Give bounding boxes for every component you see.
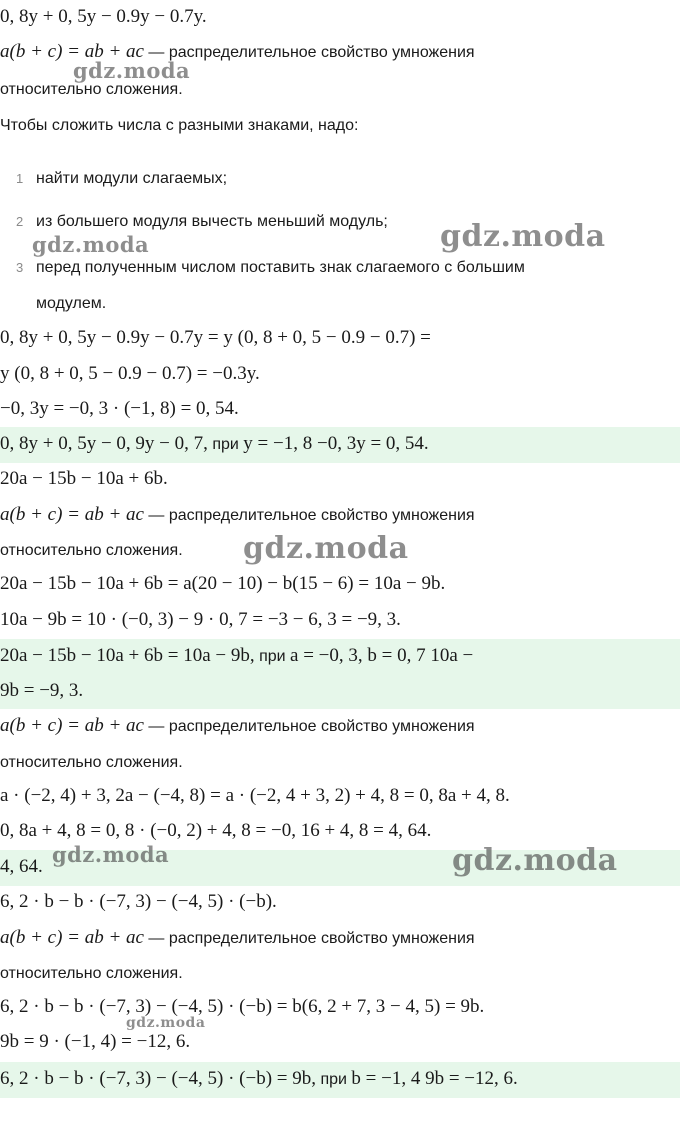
solution-line: −0, 3y = −0, 3 · (−1, 8) = 0, 54. <box>0 398 239 419</box>
distributive-rule-3 <box>0 715 680 737</box>
answer-pri: при <box>254 648 291 665</box>
distributive-text-cont-3: относительно сложения. <box>0 754 183 771</box>
watermark: gdz.moda <box>243 531 409 566</box>
solution-line: a · (−2, 4) + 3, 2a − (−4, 8) = a · (−2, 4 + 3, 2) + 4, 8 = 0, 8a + 4, 8. <box>0 785 510 806</box>
distributive-rule-1 <box>0 41 680 63</box>
distributive-text: — распределительное свойство умножения <box>143 44 475 61</box>
solution-line: 10a − 9b = 10 · (−0, 3) − 9 · 0, 7 = −3 − 6, 3 = −9, 3. <box>0 609 401 630</box>
list-item <box>0 170 680 188</box>
solution-line: 0, 8a + 4, 8 = 0, 8 · (−0, 2) + 4, 8 = −0, 16 + 4, 8 = 4, 64. <box>0 820 432 841</box>
distributive-formula: a(b + c) = ab + ac <box>0 41 144 62</box>
watermark: gdz.moda <box>452 843 618 878</box>
expression-1: 0, 8y + 0, 5y − 0.9y − 0.7y. <box>0 6 207 27</box>
expression-4: 6, 2 · b − b · (−7, 3) − (−4, 5) · (−b). <box>0 891 277 912</box>
answer-result: b = −1, 4 9b = −12, 6. <box>351 1068 518 1089</box>
distributive-rule-4 <box>0 927 680 949</box>
list-item-text: найти модули слагаемых; <box>36 170 228 187</box>
answer-line-1 <box>0 433 680 455</box>
list-number: 1 <box>16 171 24 186</box>
answer-pri: при <box>207 436 244 453</box>
expression-2: 20a − 15b − 10a + 6b. <box>0 468 168 489</box>
answer-result: a = −0, 3, b = 0, 7 10a − <box>290 645 474 666</box>
answer-line-2 <box>0 645 680 667</box>
answer-pri: при <box>316 1071 352 1088</box>
answer-result: y = −1, 8 −0, 3y = 0, 54. <box>243 433 429 454</box>
solution-line: 6, 2 · b − b · (−7, 3) − (−4, 5) · (−b) = b(6, 2 + 7, 3 − 4, 5) = 9b. <box>0 996 485 1017</box>
watermark: gdz.moda <box>440 219 606 254</box>
distributive-formula: a(b + c) = ab + ac <box>0 504 144 525</box>
distributive-text-cont-1: относительно сложения. <box>0 81 183 98</box>
distributive-formula: a(b + c) = ab + ac <box>0 927 144 948</box>
watermark: gdz.moda <box>52 842 170 867</box>
distributive-formula: a(b + c) = ab + ac <box>0 715 144 736</box>
distributive-text: — распределительное свойство умножения <box>143 718 475 735</box>
solution-line: y (0, 8 + 0, 5 − 0.9 − 0.7) = −0.3y. <box>0 363 260 384</box>
list-number: 2 <box>16 214 24 229</box>
distributive-text-cont-4: относительно сложения. <box>0 965 183 982</box>
answer-line-3: 4, 64. <box>0 856 43 877</box>
answer-line-2-cont: 9b = −9, 3. <box>0 680 84 701</box>
watermark: gdz.moda <box>32 232 150 257</box>
answer-expression: 0, 8y + 0, 5y − 0, 9y − 0, 7, <box>0 433 208 454</box>
answer-line-4 <box>0 1068 680 1090</box>
list-item-text: из большего модуля вычесть меньший модуль; <box>36 213 388 230</box>
rule-intro: Чтобы сложить числа с разными знаками, надо: <box>0 117 359 134</box>
answer-expression: 20a − 15b − 10a + 6b = 10a − 9b, <box>0 645 255 666</box>
distributive-rule-2 <box>0 504 680 526</box>
answer-expression: 6, 2 · b − b · (−7, 3) − (−4, 5) · (−b) = 9b, <box>0 1068 316 1089</box>
distributive-text: — распределительное свойство умножения <box>143 930 475 947</box>
distributive-text: — распределительное свойство умножения <box>143 507 475 524</box>
list-number: 3 <box>16 260 24 275</box>
list-item <box>0 259 680 277</box>
list-item-cont: модулем. <box>36 295 107 312</box>
list-item <box>0 213 680 231</box>
solution-line: 20a − 15b − 10a + 6b = a(20 − 10) − b(15 − 6) = 10a − 9b. <box>0 573 446 594</box>
list-item-text: перед полученным числом поставить знак слагаемого с большим <box>36 259 525 276</box>
watermark: gdz.moda <box>126 1015 206 1031</box>
distributive-text-cont-2: относительно сложения. <box>0 542 183 559</box>
solution-line: 9b = 9 · (−1, 4) = −12, 6. <box>0 1031 191 1052</box>
solution-line: 0, 8y + 0, 5y − 0.9y − 0.7y = y (0, 8 + 0, 5 − 0.9 − 0.7) = <box>0 327 431 348</box>
watermark: gdz.moda <box>73 58 191 83</box>
